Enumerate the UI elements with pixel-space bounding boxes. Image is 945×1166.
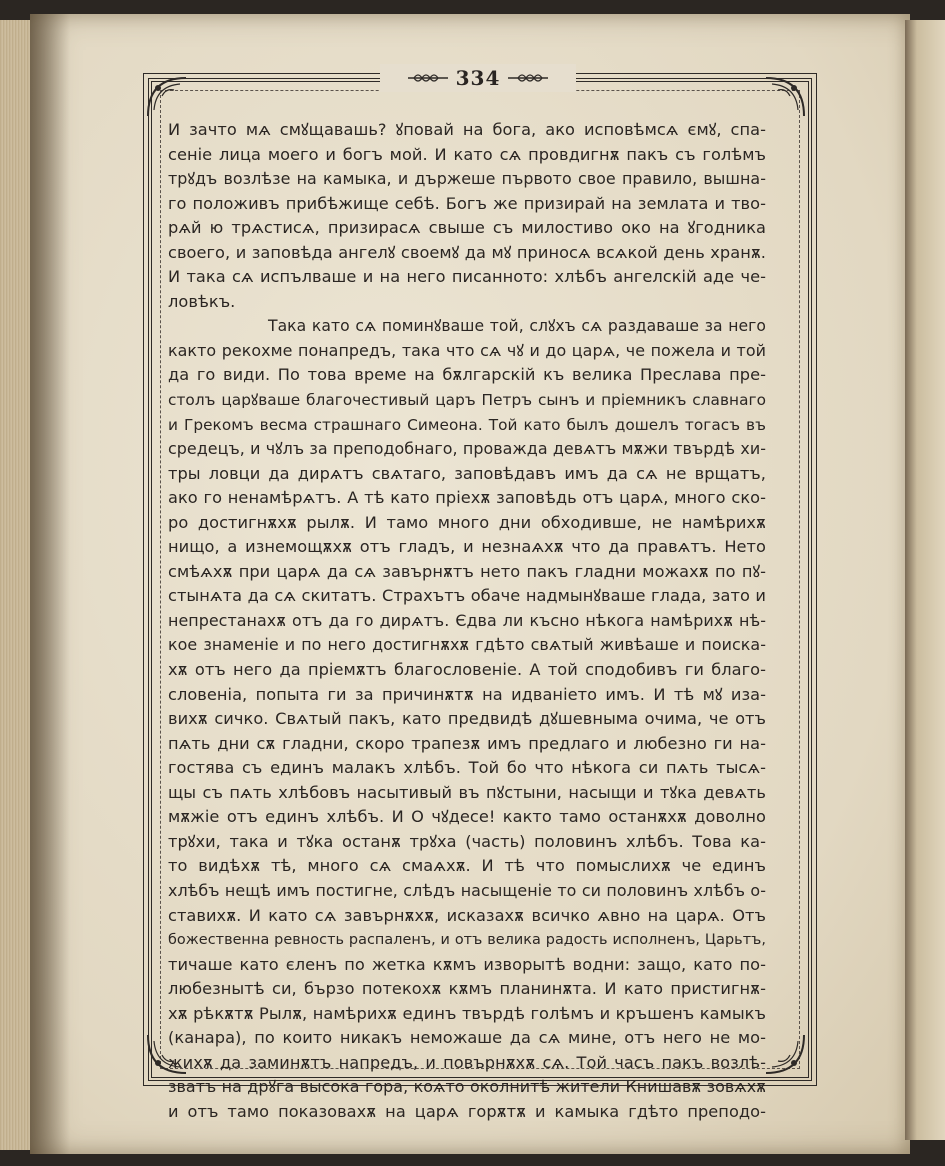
text-line: гостява съ единъ малакъ хлѣбъ. Той бо что нѣкога си пѧть тысѧ- bbox=[168, 758, 766, 778]
text-line: непрестанахѫ отъ да го дирѧтъ. Єдва ли късно нѣкога намѣрихѫ нѣ- bbox=[168, 610, 766, 630]
text-line: зватъ на дрꙋга высока гора, коѧто околнитѣ жители Книшавѫ зовѧхѫ bbox=[168, 1077, 766, 1097]
text-line: щы съ пѧть хлѣбовъ насытивый въ пꙋстыни, насыщи и тꙋка девѧть bbox=[168, 782, 766, 802]
text-line: вихѫ сичко. Свѧтый пакъ, като предвидѣ дꙋшевныма очима, че отъ bbox=[168, 709, 766, 729]
text-line: и Грекомъ весма страшнаго Симеона. Той като былъ дошелъ тогасъ въ bbox=[168, 415, 766, 434]
text-line: своего, и заповѣда ангелꙋ своемꙋ да мꙋ приносѧ всѧкой день хранѫ. bbox=[168, 242, 766, 262]
text-line: го положивъ прибѣжище себѣ. Богъ же призирай на землата и тво- bbox=[168, 193, 766, 213]
text-line: (канара), по които никакъ неможаше да сѧ мине, отъ него не мо- bbox=[168, 1028, 766, 1048]
text-line: Така като сѧ поминꙋваше той, слꙋхъ сѧ раздаваше за него bbox=[268, 317, 766, 336]
text-line: ако го ненамѣрѧтъ. А тѣ като пріехѫ заповѣдь отъ царѧ, много ско- bbox=[168, 488, 766, 508]
text-line: стынѧта да сѧ скитатъ. Страхътъ обаче надмынꙋваше глада, зато и bbox=[168, 586, 766, 606]
text-line: ловѣкъ. bbox=[168, 291, 236, 311]
text-line: любезнытѣ си, бързо потекохѫ кѫмъ планинѫта. И като пристигнѫ- bbox=[168, 979, 766, 999]
laurel-right-icon bbox=[506, 71, 550, 85]
corner-ornament-icon bbox=[144, 74, 190, 120]
text-line: И така сѧ испълваше и на него писанното: хлѣбъ ангелскій аде че- bbox=[168, 267, 766, 287]
text-line: ро достигнѫхѫ рылѫ. И тамо много дни обходивше, не намѣрихѫ bbox=[168, 512, 766, 532]
text-line: хѫ отъ него да пріемѫтъ благословеніе. А той сподобивъ ги благо- bbox=[168, 660, 766, 680]
text-line: хлѣбъ нещѣ имъ постигне, слѣдъ насыщеніе то си половинъ хлѣбъ о- bbox=[168, 880, 766, 900]
text-line: смѣѧхѫ при царѧ да сѧ завърнѫтъ нето пакъ гладни можахѫ по пꙋ- bbox=[168, 561, 766, 581]
laurel-left-icon bbox=[406, 71, 450, 85]
text-line: както рекохме понапредъ, така что сѧ чꙋ и до царѧ, че пожела и той bbox=[168, 340, 766, 360]
text-line: столъ царꙋваше благочестивый царъ Петръ сынъ и пріемникъ славнаго bbox=[168, 391, 766, 410]
text-line: трꙋдъ возлѣзе на камыка, и държеше първото свое правило, вышна- bbox=[168, 169, 766, 189]
page-number: 334 bbox=[455, 66, 501, 90]
text-line: средецъ, и чꙋлъ за преподобнаго, проважда девѧтъ мѫжи твърдѣ хи- bbox=[168, 439, 766, 459]
text-line: нищо, а изнемощѫхѫ отъ гладъ, и незнаѧхѫ что да правѧтъ. Нето bbox=[168, 537, 766, 557]
text-line: словеніа, попыта ги за причинѫтѫ на идваніето имъ. И тѣ мꙋ иза- bbox=[168, 684, 766, 704]
text-line: сеніе лица моего и богъ мой. И като сѧ провдигнѫ пакъ съ голѣмъ bbox=[168, 144, 766, 164]
corner-ornament-icon bbox=[762, 74, 808, 120]
spine-shadow bbox=[30, 14, 70, 1154]
text-line: хѫ рѣкѫтѫ Рылѫ, намѣрихѫ единъ твърдѣ голѣмъ и кръшенъ камыкъ bbox=[168, 1003, 766, 1023]
page-header bbox=[380, 64, 576, 92]
text-line: тры ловци да дирѧтъ свѧтаго, заповѣдавъ имъ да сѧ не врщатъ, bbox=[168, 463, 766, 483]
text-line: мѫжіе отъ единъ хлѣбъ. И О чꙋдесе! както тамо останѫхѫ доволно bbox=[168, 807, 766, 827]
text-line: ставихѫ. И като сѧ завърнѫхѫ, исказахѫ всичко ѧвно на царѧ. Отъ bbox=[168, 905, 766, 925]
body-text bbox=[168, 118, 766, 1124]
text-line: И зачто мѧ смꙋщавашь? ꙋповай на бога, ако исповѣмсѧ ємꙋ, спа- bbox=[168, 120, 766, 139]
text-line: и отъ тамо показовахѫ на царѧ горѫтѫ и камыка гдѣто преподо- bbox=[168, 1101, 766, 1121]
next-page-edge bbox=[905, 20, 945, 1140]
text-line: тичаше като єленъ по жетка кѫмъ изворытѣ водни: защо, като по- bbox=[168, 954, 766, 974]
text-line: рѧй ю трѧстисѧ, призирасѧ свыше съ милостиво око на ꙋгодника bbox=[168, 218, 766, 238]
text-line: жихѫ да заминѫтъ напредъ, и повърнѫхѫ сѧ. Той часъ пакъ возлѣ- bbox=[168, 1052, 766, 1072]
text-line: пѧть дни сѫ гладни, скоро трапезѫ имъ предлаго и любезно ги на- bbox=[168, 733, 766, 753]
text-line: трꙋхи, така и тꙋка останѫ трꙋха (часть) половинъ хлѣбъ. Това ка- bbox=[168, 831, 766, 851]
text-line: божественна ревность распаленъ, и отъ велика радость исполненъ, Царьтъ, bbox=[168, 932, 766, 949]
corner-ornament-icon bbox=[762, 1031, 808, 1077]
text-line: то видѣхѫ тѣ, много сѧ смаѧхѫ. И тѣ что помыслихѫ че единъ bbox=[168, 856, 766, 876]
text-line: кое знаменіе и по него достигнѫхѫ гдѣто свѧтый живѣаше и поиска- bbox=[168, 635, 766, 655]
text-line: да го види. По това време на бѫлгарскій къ велика Преслава пре- bbox=[168, 365, 766, 385]
